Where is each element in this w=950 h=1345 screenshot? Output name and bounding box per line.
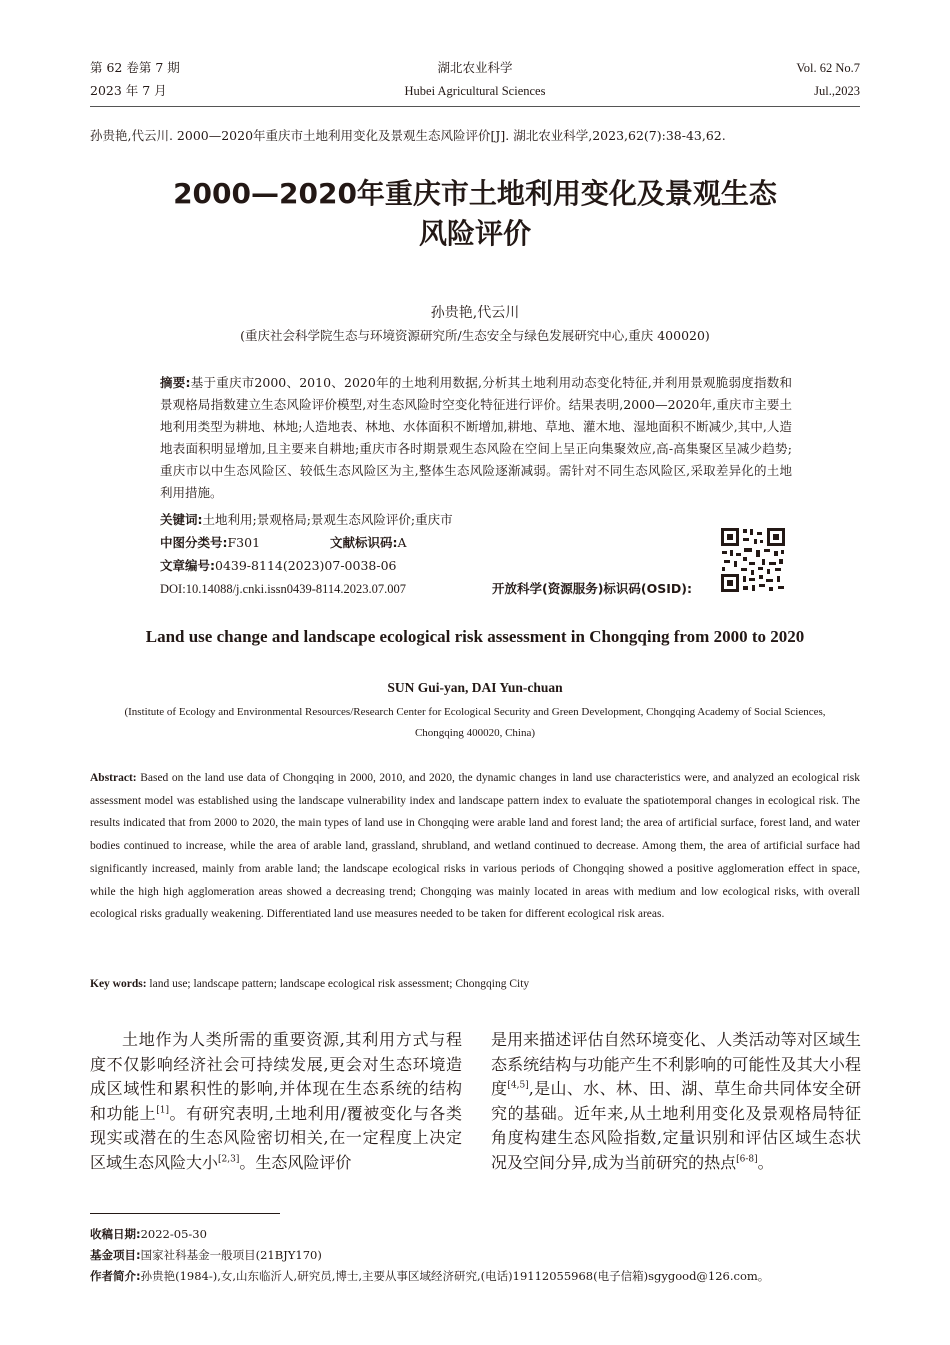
fund-value: 国家社科基金一般项目(21BJY170) <box>140 1248 322 1262</box>
abstract-en-label: Abstract: <box>90 772 137 784</box>
keywords-cn-text: 土地利用;景观格局;景观生态风险评价;重庆市 <box>202 512 453 527</box>
clc-number <box>160 532 260 554</box>
article-number <box>160 555 396 577</box>
article-number-value: 0439-8114(2023)07-0038-06 <box>215 558 397 573</box>
abstract-en <box>90 767 860 926</box>
authors-cn: 孙贵艳,代云川 <box>430 305 520 321</box>
osid-label: 开放科学(资源服务)标识码(OSID): <box>492 581 693 596</box>
body-right-column <box>491 1028 861 1175</box>
title-en: Land use change and landscape ecological risk assessment in Chongqing from 2000 to 2020 <box>145 627 805 646</box>
keywords-en <box>90 975 860 993</box>
keywords-cn <box>160 509 453 531</box>
reference-6-8[interactable]: [6-8] <box>736 1154 758 1165</box>
body-right-text-1: 是用来描述评估自然环境变化、人类活动等对区域生态系统结构与功能产生不利影响的可能性及其大小程度 <box>491 1030 861 1098</box>
received-label: 收稿日期: <box>90 1227 141 1241</box>
received-value: 2022-05-30 <box>140 1227 207 1241</box>
affiliation-en: (Institute of Ecology and Environmental Resources/Research Center for Ecological Security and Green Development, Chongqing Academy of Social Sciences, Chongqing 400020, China) <box>124 706 826 739</box>
affiliation-cn: (重庆社会科学院生态与环境资源研究所/生态安全与绿色发展研究中心,重庆 400020) <box>240 328 710 343</box>
body-left-text-1: 土地作为人类所需的重要资源,其利用方式与程度不仅影响经济社会可持续发展,更会对生态环境造成区域性和累积性的影响,并体现在生态系统的结构和功能上 <box>90 1030 462 1123</box>
keywords-cn-label: 关键词: <box>160 512 203 527</box>
fund-project <box>90 1245 870 1266</box>
fund-label: 基金项目: <box>90 1248 141 1262</box>
date-cn: 2023 年 7 月 <box>90 83 167 98</box>
abstract-en-text: Based on the land use data of Chongqing in 2000, 2010, and 2020, the dynamic changes in land use characteristics were, and analyzed an ecological risk assessment model was established using the landscape vulnerability index and landscape pattern index to evaluate the spatiotemporal changes in ecological risk. The results indicated that from 2000 to 2020, the main types of land use in Chongqing were arable land and forest land; the area of artificial surface, forest land, and water bodies continued to increase, while the area of arable land, grassland, shrubland, and wetland continued to decrease. Among them, the area of artificial surface had significantly increased, mainly from arable land; the landscape ecological risks in various periods of Chongqing showed a positive agglomeration effect in space, while the high high agglomeration areas showed a decreasing trend; Chongqing was mainly located in areas with medium and low ecological risks, with overall ecological risks gradually weakening. Differentiated land use measures needed to be taken for different ecological risk areas. <box>90 772 860 921</box>
author-profile-label: 作者简介: <box>90 1269 141 1283</box>
volume-issue-en: Vol. 62 No.7 <box>796 61 860 75</box>
doi: DOI:10.14088/j.cnki.issn0439-8114.2023.07.007 <box>160 582 407 596</box>
journal-name-en: Hubei Agricultural Sciences <box>404 84 546 98</box>
authors-en: SUN Gui-yan, DAI Yun-chuan <box>387 680 563 695</box>
article-number-label: 文章编号: <box>160 558 215 573</box>
author-profile-value: 孙贵艳(1984-),女,山东临沂人,研究员,博士,主要从事区域经济研究,(电话)19112055968(电子信箱)sgygood@126.com。 <box>140 1269 770 1283</box>
title-cn-line2: 风险评价 <box>418 217 531 250</box>
title-cn-line1: 2000—2020年重庆市土地利用变化及景观生态 <box>173 177 777 210</box>
citation-line: 孙贵艳,代云川. 2000—2020年重庆市土地利用变化及景观生态风险评价[J]. 湖北农业科学,2023,62(7):38-43,62. <box>90 128 726 143</box>
header-rule <box>90 106 860 107</box>
body-left-text-2: 。有研究表明,土地利用/覆被变化与各类现实或潜在的生态风险密切相关,在一定程度上决定区域生态风险大小 <box>90 1103 462 1172</box>
clc-label: 中图分类号: <box>160 535 228 550</box>
document-code <box>330 532 407 554</box>
body-right-text-2: ,是山、水、林、田、湖、草生命共同体安全研究的基础。近年来,从土地利用变化及景观格局特征角度构建生态风险指数,定量识别和评估区域生态状况及空间分异,成为当前研究的热点 <box>491 1079 861 1172</box>
reference-1[interactable]: [1] <box>156 1105 169 1116</box>
body-left-column <box>90 1028 462 1175</box>
abstract-cn-label: 摘要: <box>160 375 191 390</box>
journal-name-cn: 湖北农业科学 <box>437 60 513 75</box>
footnote-rule <box>90 1213 280 1214</box>
author-profile <box>90 1266 870 1287</box>
qr-code-icon[interactable] <box>719 526 787 594</box>
document-code-label: 文献标识码: <box>330 535 398 550</box>
body-left-text-3: 。生态风险评价 <box>239 1152 352 1172</box>
volume-issue-cn: 第 62 卷第 7 期 <box>90 60 180 75</box>
reference-4-5[interactable]: [4,5] <box>507 1080 529 1091</box>
received-date <box>90 1224 870 1245</box>
date-en: Jul.,2023 <box>814 84 860 98</box>
reference-2-3[interactable]: [2,3] <box>218 1154 240 1165</box>
document-code-value: A <box>397 535 407 550</box>
abstract-cn-text: 基于重庆市2000、2010、2020年的土地利用数据,分析其土地利用动态变化特征,并利用景观脆弱度指数和景观格局指数建立生态风险评价模型,对生态风险时空变化特征进行评价。结果表明,2000—2020年,重庆市主要土地利用类型为耕地、林地;人造地表、林地、水体面积不断增加,耕地、草地、灌木地、湿地面积不断减少,其中,人造地表面积明显增加,且主要来自耕地;重庆市各时期景观生态风险在空间上呈正向集聚效应,高-高集聚区呈减少趋势;重庆市以中生态风险区、较低生态风险区为主,整体生态风险逐渐减弱。需针对不同生态风险区,采取差异化的土地利用措施。 <box>160 375 792 500</box>
keywords-en-label: Key words: <box>90 978 147 990</box>
clc-value: F301 <box>227 535 261 550</box>
body-right-text-3: 。 <box>757 1152 774 1172</box>
keywords-en-text: land use; landscape pattern; landscape ecological risk assessment; Chongqing City <box>149 978 530 990</box>
abstract-cn <box>160 372 792 504</box>
